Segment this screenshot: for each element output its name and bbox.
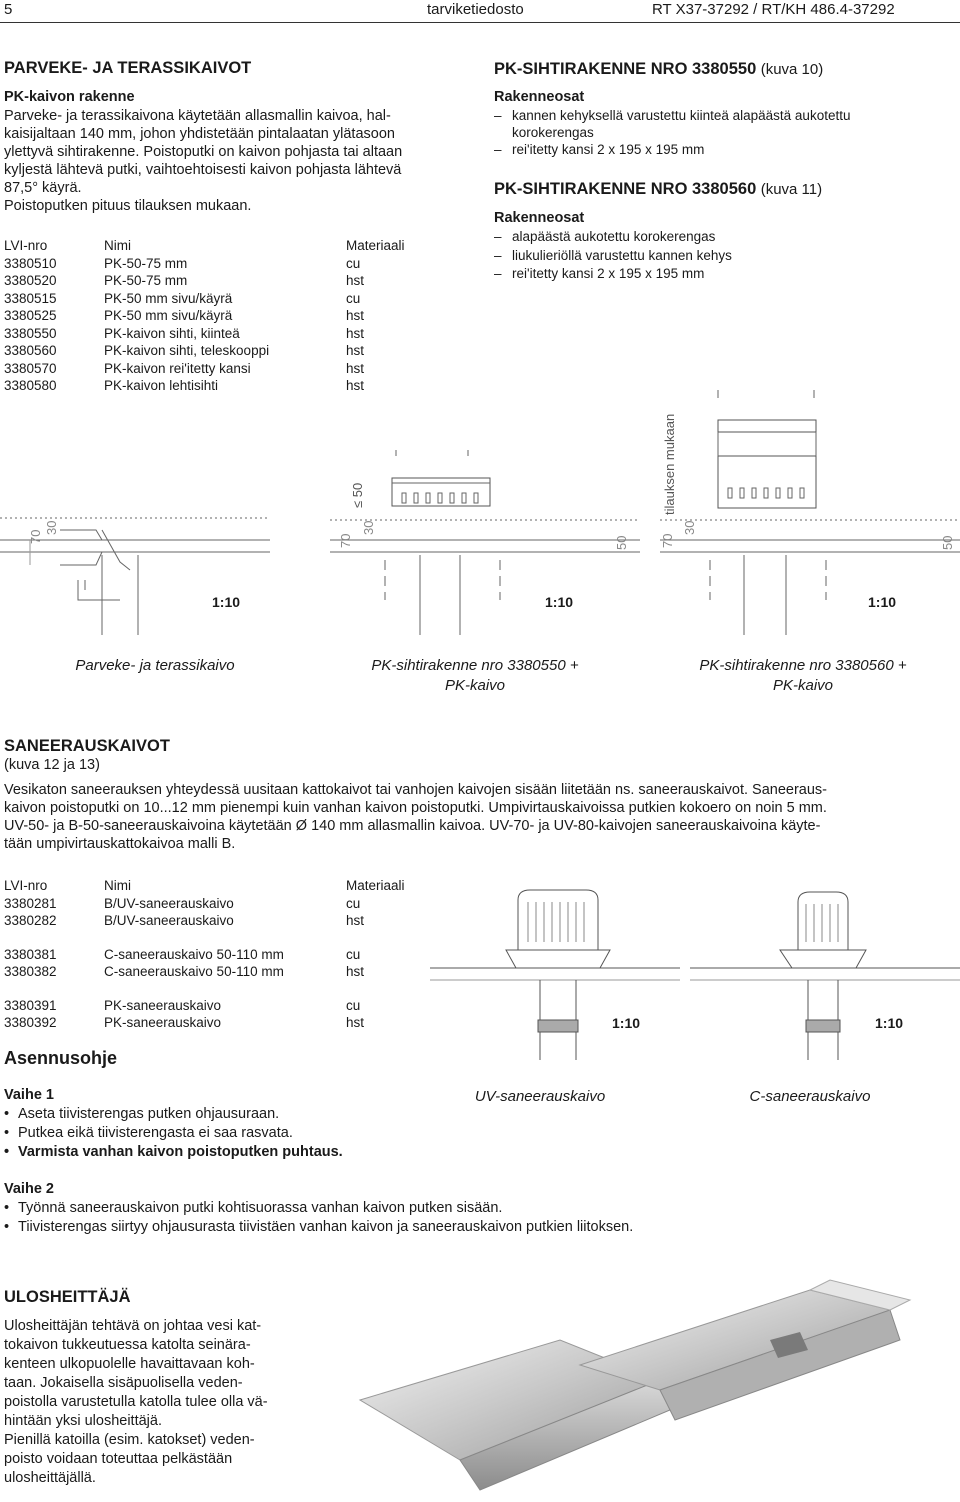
cell: 3380560	[4, 343, 57, 358]
cell: B/UV-saneerauskaivo	[104, 913, 234, 928]
sihti1-heading	[494, 60, 823, 79]
col-materiaali: Materiaali	[346, 878, 405, 893]
cell: hst	[346, 325, 365, 341]
saneeraus-kuva: (kuva 12 ja 13)	[4, 757, 100, 773]
cell: hst	[346, 1015, 365, 1030]
sihti2-kuva: (kuva 11)	[760, 181, 823, 198]
item-text: kannen kehyksellä varustettu kiinteä alapäästä aukotettu	[512, 108, 851, 123]
table-header	[4, 238, 424, 255]
parveke-table	[4, 238, 424, 398]
col-lvi: LVI-nro	[4, 238, 48, 253]
cell: C-saneerauskaivo 50-110 mm	[104, 947, 284, 962]
caption-line: PK-kaivo	[444, 677, 506, 694]
caption-parveke: Parveke- ja terassikaivo	[75, 657, 235, 674]
scale-label: 1:10	[212, 594, 241, 610]
cell: 3380580	[4, 378, 57, 393]
asennus-title: Asennusohje	[4, 1048, 118, 1068]
cell: 3380570	[4, 360, 57, 376]
table-header	[4, 878, 424, 895]
cell: 3380520	[4, 273, 57, 288]
saneeraus-drawings	[420, 880, 960, 1080]
cell: hst	[346, 273, 365, 288]
dim-70-b: 70	[338, 533, 353, 548]
para-line: kenteen ulkopuolelle havaittavaan koh-	[4, 1356, 255, 1372]
table-row	[4, 896, 424, 913]
sihti2-heading	[494, 180, 822, 199]
para-line: hintään yksi ulosheittäjä.	[4, 1413, 162, 1429]
table-row	[4, 308, 424, 325]
scale-label: 1:10	[868, 594, 897, 610]
sihti1-sub: Rakenneosat	[494, 89, 585, 105]
cell: cu	[346, 290, 361, 306]
dim-30-a: 30	[44, 520, 59, 535]
cell: 3380382	[4, 964, 57, 979]
para-line: ulosheittäjällä.	[4, 1470, 96, 1486]
list-item: – kannen kehyksellä varustettu kiinteä alapäästä aukotettu	[494, 108, 851, 123]
ulosheittaja-image	[330, 1270, 930, 1495]
para-line: tokaivon tukkeutuessa katolta seinära-	[4, 1337, 251, 1353]
table-row	[4, 256, 424, 273]
cell: 3380282	[4, 913, 57, 928]
item-text: rei'itetty kansi 2 x 195 x 195 mm	[512, 142, 705, 157]
col-materiaali: Materiaali	[346, 238, 405, 253]
caption-3380550	[340, 656, 610, 696]
sihti-3380550-drawing	[330, 450, 640, 635]
header-code: RT X37-37292 / RT/KH 486.4-37292	[652, 1, 895, 18]
para-line: taan. Jokaisella sisäpuolisella veden-	[4, 1375, 243, 1391]
caption-line: PK-sihtirakenne nro 3380550 +	[371, 657, 579, 674]
caption-line: PK-kaivo	[772, 677, 834, 694]
cell: PK-50-75 mm	[104, 273, 188, 288]
cell: PK-50 mm sivu/käyrä	[104, 308, 233, 323]
cell: hst	[346, 913, 365, 928]
cell: PK-kaivon sihti, teleskooppi	[104, 343, 270, 358]
cell: 3380510	[4, 255, 57, 271]
cell: PK-saneerauskaivo	[104, 1015, 222, 1030]
c-saneerauskaivo-drawing	[690, 892, 960, 1060]
dim-50-b: 50	[940, 535, 955, 550]
col-nimi: Nimi	[104, 238, 131, 253]
cell: cu	[346, 998, 361, 1013]
col-nimi: Nimi	[104, 878, 131, 893]
list-item: • Työnnä saneerauskaivon putki kohtisuorassa vanhan kaivon putken sisään.	[4, 1199, 944, 1218]
cell: hst	[346, 360, 365, 376]
para-line: Ulosheittäjän tehtävä on johtaa vesi kat-	[4, 1318, 262, 1334]
sihti2-title: PK-SIHTIRAKENNE NRO 3380560	[494, 180, 757, 198]
cell: 3380550	[4, 325, 57, 341]
parveke-paragraph	[4, 107, 474, 215]
dim-50-a: 50	[614, 535, 629, 550]
pk-drawings	[0, 390, 960, 640]
list-item: • Varmista vanhan kaivon poistoputken puhtaus.	[4, 1143, 444, 1162]
caption-uv: UV-saneerauskaivo	[474, 1088, 606, 1105]
table-row	[4, 361, 424, 378]
uv-saneerauskaivo-drawing	[430, 890, 680, 1060]
ulosheittaja-paragraph	[4, 1317, 304, 1488]
para-line: kaisijaltaan 140 mm, johon yhdistetään pintalaatan ylätasoon	[4, 126, 395, 142]
cell: C-saneerauskaivo 50-110 mm	[104, 964, 284, 979]
item-text: rei'itetty kansi 2 x 195 x 195 mm	[512, 266, 705, 281]
list-item: – rei'itetty kansi 2 x 195 x 195 mm	[494, 266, 705, 281]
cell: PK-50 mm sivu/käyrä	[104, 290, 233, 306]
caption-line: PK-sihtirakenne nro 3380560 +	[699, 657, 907, 674]
para-line: tään umpivirtauskattokaivoa malli B.	[4, 836, 236, 852]
cell: 3380381	[4, 947, 57, 962]
sihti1-title: PK-SIHTIRAKENNE NRO 3380550	[494, 60, 757, 78]
caption-3380560	[668, 656, 938, 696]
table-row	[4, 964, 424, 981]
para-line: Parveke- ja terassikaivona käytetään allasmallin kaivoa, hal-	[4, 108, 391, 124]
list-item: • Putkea eikä tiivisterengasta ei saa rasvata.	[4, 1124, 444, 1143]
list-item	[494, 124, 934, 141]
dim-70-c: 70	[660, 533, 675, 548]
list-item: • Aseta tiivisterengas putken ohjausuraan.	[4, 1105, 444, 1124]
cell: PK-saneerauskaivo	[104, 998, 222, 1013]
dim-30-c: 30	[682, 520, 697, 535]
para-line: ylettyvä sihtirakenne. Poistoputki on kaivon pohjasta tai altaan	[4, 144, 403, 160]
para-line: poisto voidaan toteuttaa pelkästään	[4, 1451, 233, 1467]
vaihe1-list	[4, 1105, 444, 1162]
cell: 3380392	[4, 1015, 57, 1030]
para-line: 87,5° käyrä.	[4, 180, 82, 196]
saneeraus-paragraph	[4, 781, 960, 853]
vaihe2-label: Vaihe 2	[4, 1181, 54, 1197]
cell: PK-kaivon rei'itetty kansi	[104, 360, 251, 376]
table-row	[4, 326, 424, 343]
scale-label: 1:10	[612, 1015, 641, 1031]
cell: hst	[346, 964, 365, 979]
caption-c: C-saneerauskaivo	[749, 1088, 871, 1105]
para-line: Vesikaton saneerauksen yhteydessä uusitaan kattokaivot tai vanhojen kaivojen sisään liitetään ns. saneerauskaivot. Saneeraus-	[4, 782, 827, 798]
cell: 3380515	[4, 290, 57, 306]
cell: hst	[346, 343, 365, 358]
cell: 3380525	[4, 308, 57, 323]
vaihe2-list	[4, 1199, 944, 1237]
table-row	[4, 291, 424, 308]
parveke-subtitle: PK-kaivon rakenne	[4, 89, 135, 105]
para-line: UV-50- ja B-50-saneerauskaivoina käytetään Ø 140 mm allasmallin kaivoa. UV-70- ja UV-80-kaivojen saneerauskaivoina käyte-	[4, 818, 821, 834]
table-row	[4, 273, 424, 290]
table-row	[4, 947, 424, 964]
sihti2-list	[494, 228, 934, 284]
cell: hst	[346, 378, 365, 393]
para-line: kaivon poistoputki on 10...12 mm pienempi kuin vanhan kaivon poistoputki. Umpivirtauskaivoissa putkien kokoero on noin 5 mm.	[4, 800, 827, 816]
ulosheittaja-metal-part	[360, 1280, 910, 1490]
item-text: korokerengas	[512, 125, 594, 140]
dim-tilauksen: tilauksen mukaan	[662, 413, 677, 515]
cell: PK-50-75 mm	[104, 255, 188, 271]
sihti-3380560-drawing	[660, 390, 960, 635]
ulosheittaja-title: ULOSHEITTÄJÄ	[4, 1288, 131, 1306]
item-text: liukulieriöllä varustettu kannen kehys	[512, 247, 732, 263]
dim-le50: ≤ 50	[350, 482, 365, 508]
list-item: – alapäästä aukotettu korokerengas	[494, 229, 716, 244]
parveke-title: PARVEKE- JA TERASSIKAIVOT	[4, 59, 252, 77]
saneeraus-table	[4, 878, 424, 1038]
cell: 3380281	[4, 896, 57, 911]
cell: cu	[346, 896, 361, 911]
dim-30-b: 30	[361, 520, 376, 535]
cell: 3380391	[4, 998, 57, 1013]
sihti2-sub: Rakenneosat	[494, 210, 585, 226]
cell: hst	[346, 308, 365, 323]
cell: cu	[346, 255, 361, 271]
table-row	[4, 998, 424, 1015]
vaihe1-label: Vaihe 1	[4, 1087, 54, 1103]
para-line: Pienillä katoilla (esim. katokset) veden-	[4, 1432, 255, 1448]
sihti1-kuva: (kuva 10)	[760, 61, 824, 78]
cell: cu	[346, 947, 361, 962]
list-item: – liukulieriöllä varustettu kannen kehys	[494, 247, 732, 263]
header-category: tarviketiedosto	[427, 1, 524, 18]
saneeraus-title: SANEERAUSKAIVOT	[4, 737, 170, 755]
para-line: Poistoputken pituus tilauksen mukaan.	[4, 198, 252, 214]
page-number: 5	[4, 1, 13, 18]
cell: PK-kaivon sihti, kiinteä	[104, 325, 240, 341]
table-row	[4, 1015, 424, 1032]
para-line: poistolla varustetulla katolla tulee olla vä-	[4, 1394, 268, 1410]
header-rule	[0, 22, 960, 23]
col-lvi: LVI-nro	[4, 878, 48, 893]
cell: PK-kaivon lehtisihti	[104, 378, 219, 393]
list-item: – rei'itetty kansi 2 x 195 x 195 mm	[494, 142, 705, 157]
table-row	[4, 913, 424, 930]
para-line: kyljestä lähtevä putki, vaihtoehtoisesti kaivon pohjasta lähtevä	[4, 162, 402, 178]
dim-70-a: 70	[28, 529, 43, 544]
list-item: • Tiivisterengas siirtyy ohjausurasta tiivistäen vanhan kaivon ja saneerauskaivon putkien liitoksen.	[4, 1218, 944, 1237]
cell: B/UV-saneerauskaivo	[104, 896, 234, 911]
table-row	[4, 343, 424, 360]
scale-label: 1:10	[545, 594, 574, 610]
scale-label: 1:10	[875, 1015, 904, 1031]
item-text: alapäästä aukotettu korokerengas	[512, 229, 716, 244]
sihti1-list	[494, 107, 934, 158]
